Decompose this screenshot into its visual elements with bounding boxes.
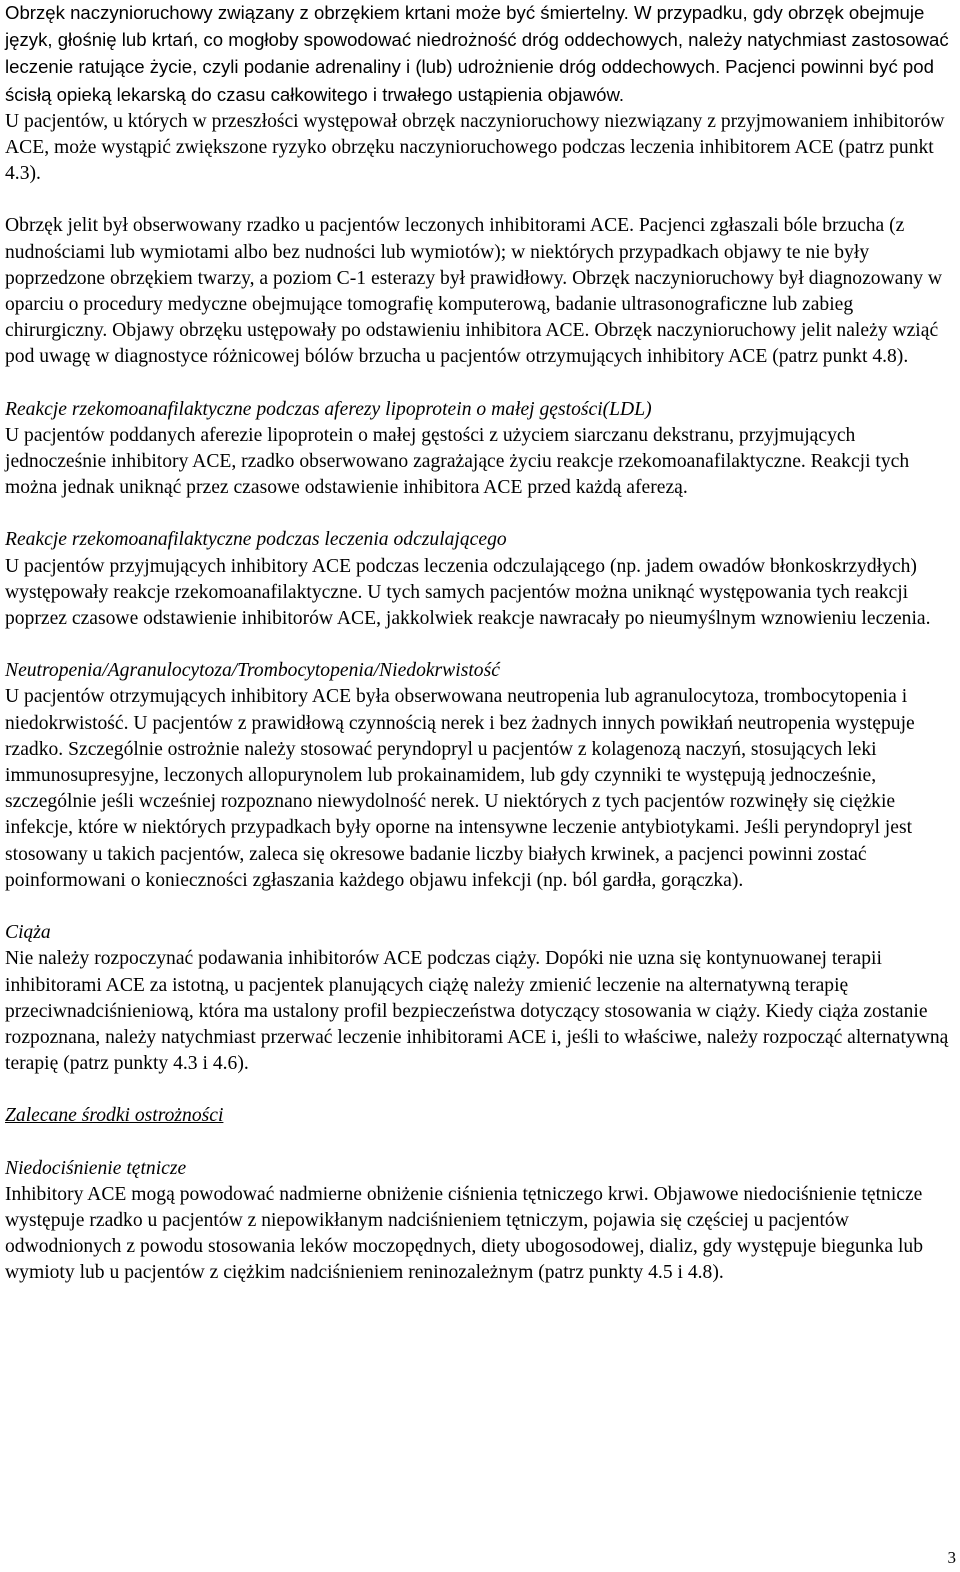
paragraph-angioedema-larynx bbox=[5, 0, 957, 109]
paragraph-hypotension: Inhibitory ACE mogą powodować nadmierne obniżenie ciśnienia tętniczego krwi. Objawowe niedociśnienie tętnicze występuje rzadko u pacjentów z niepowikłanym nadciśnieniem tętniczym, pojawia się częściej u pacjentów odwodnionych z powodu stosowania leków moczopędnych, diety ubogosodowej, dializ, gdy występuje biegunka lub wymioty lub u pacjentów z ciężkim nadciśnieniem reninozależnym (patrz punkty 4.5 i 4.8). bbox=[5, 1183, 924, 1284]
heading-hypotension: Niedociśnienie tętnicze bbox=[5, 1157, 187, 1179]
paragraph-angioedema-history: U pacjentów, u których w przeszłości występował obrzęk naczynioruchowy niezwiązany z przyjmowaniem inhibitorów ACE, może wystąpić zwiększone ryzyko obrzęku naczynioruchowego podczas leczenia inhibitorem ACE (patrz punkt 4.3). bbox=[5, 110, 945, 185]
document-page bbox=[5, 0, 957, 1287]
paragraph-angioedema-larynx-sans: Obrzęk naczynioruchowy związany z obrzękiem krtani może być śmiertelny. W przypadku, gdy obrzęk obejmuje język, głośnię lub krtań, co mogłoby spowodować niedrożność dróg oddechowych, należy natychmiast zastosować leczenie ratujące życie, czyli podanie adrenaliny i (lub) udrożnienie dróg oddechowych. bbox=[5, 2, 949, 78]
paragraph-desensitization: U pacjentów przyjmujących inhibitory ACE podczas leczenia odczulającego (np. jadem owadów błonkoskrzydłych) występowały reakcje rzekomoanafilaktyczne. U tych samych pacjentów można uniknąć występowania tych reakcji poprzez czasowe odstawienie inhibitorów ACE, jakkolwiek reakcje nawracały po nieumyślnym wznowieniu leczenia. bbox=[5, 555, 931, 630]
paragraph-ldl-apheresis: U pacjentów poddanych aferezie lipoprotein o małej gęstości z użyciem siarczanu dekstranu, przyjmujących jednocześnie inhibitory ACE, rzadko obserwowano zagrażające życiu reakcje rzekomoanafilaktyczne. Reakcji tych można jednak uniknąć przez czasowe odstawienie inhibitora ACE przed każdą aferezą. bbox=[5, 424, 910, 499]
heading-precautions: Zalecane środki ostrożności bbox=[5, 1105, 224, 1127]
heading-desensitization: Reakcje rzekomoanafilaktyczne podczas leczenia odczulającego bbox=[5, 529, 507, 551]
page-number: 3 bbox=[947, 1548, 956, 1567]
paragraph-intestinal-angioedema: Obrzęk jelit był obserwowany rzadko u pacjentów leczonych inhibitorami ACE. Pacjenci zgłaszali bóle brzucha (z nudnościami lub wymiotami albo bez nudności lub wymiotów); w niektórych przypadkach objawy te nie były poprzedzone obrzękiem twarzy, a poziom C-1 esterazy był prawidłowy. Obrzęk naczynioruchowy był diagnozowany w oparciu o procedury medyczne obejmujące tomografię komputerową, badanie ultrasonograficzne lub zabieg chirurgiczny. Objawy obrzęku ustępowały po odstawieniu inhibitora ACE. Obrzęk naczynioruchowy jelit należy wziąć pod uwagę w diagnostyce różnicowej bólów brzucha u pacjentów otrzymujących inhibitory ACE (patrz punkt 4.8). bbox=[5, 215, 943, 368]
paragraph-pregnancy: Nie należy rozpoczynać podawania inhibitorów ACE podczas ciąży. Dopóki nie uzna się kontynuowanej terapii inhibitorami ACE za istotną, u pacjentek planujących ciążę należy zmienić leczenie na alternatywną terapię przeciwnadciśnieniową, która ma ustalony profil bezpieczeństwa dotyczący stosowania w ciąży. Kiedy ciąża zostanie rozpoznana, należy natychmiast przerwać leczenie inhibitorami ACE i, jeśli to właściwe, należy rozpocząć alternatywną terapię (patrz punkty 4.3 i 4.6). bbox=[5, 948, 949, 1075]
heading-ldl-apheresis: Reakcje rzekomoanafilaktyczne podczas aferezy lipoprotein o małej gęstości(LDL) bbox=[5, 398, 652, 420]
heading-neutropenia: Neutropenia/Agranulocytoza/Trombocytopenia/Niedokrwistość bbox=[5, 660, 500, 682]
paragraph-angioedema-larynx-observation: Pacjenci powinni być pod ścisłą opieką lekarską do czasu całkowitego i trwałego ustąpienia objawów. bbox=[5, 56, 934, 105]
heading-pregnancy: Ciąża bbox=[5, 922, 51, 944]
paragraph-neutropenia: U pacjentów otrzymujących inhibitory ACE była obserwowana neutropenia lub agranulocytoza, trombocytopenia i niedokrwistość. U pacjentów z prawidłową czynnością nerek i bez żadnych innych powikłań neutropenia występuje rzadko. Szczególnie ostrożnie należy stosować peryndopryl u pacjentów z kolagenozą naczyń, stosujących leki immunosupresyjne, leczonych allopurynolem lub prokainamidem, lub gdy czynniki te występują jednocześnie, szczególnie jeśli wcześniej rozpoznano niewydolność nerek. U niektórych z tych pacjentów rozwinęły się ciężkie infekcje, które w niektórych przypadkach były oporne na intensywne leczenie antybiotykami. Jeśli peryndopryl jest stosowany u takich pacjentów, zaleca się okresowe badanie liczby białych krwinek, a pacjenci powinni zostać poinformowani o konieczności zgłaszania każdego objawu infekcji (np. ból gardła, gorączka). bbox=[5, 686, 915, 891]
